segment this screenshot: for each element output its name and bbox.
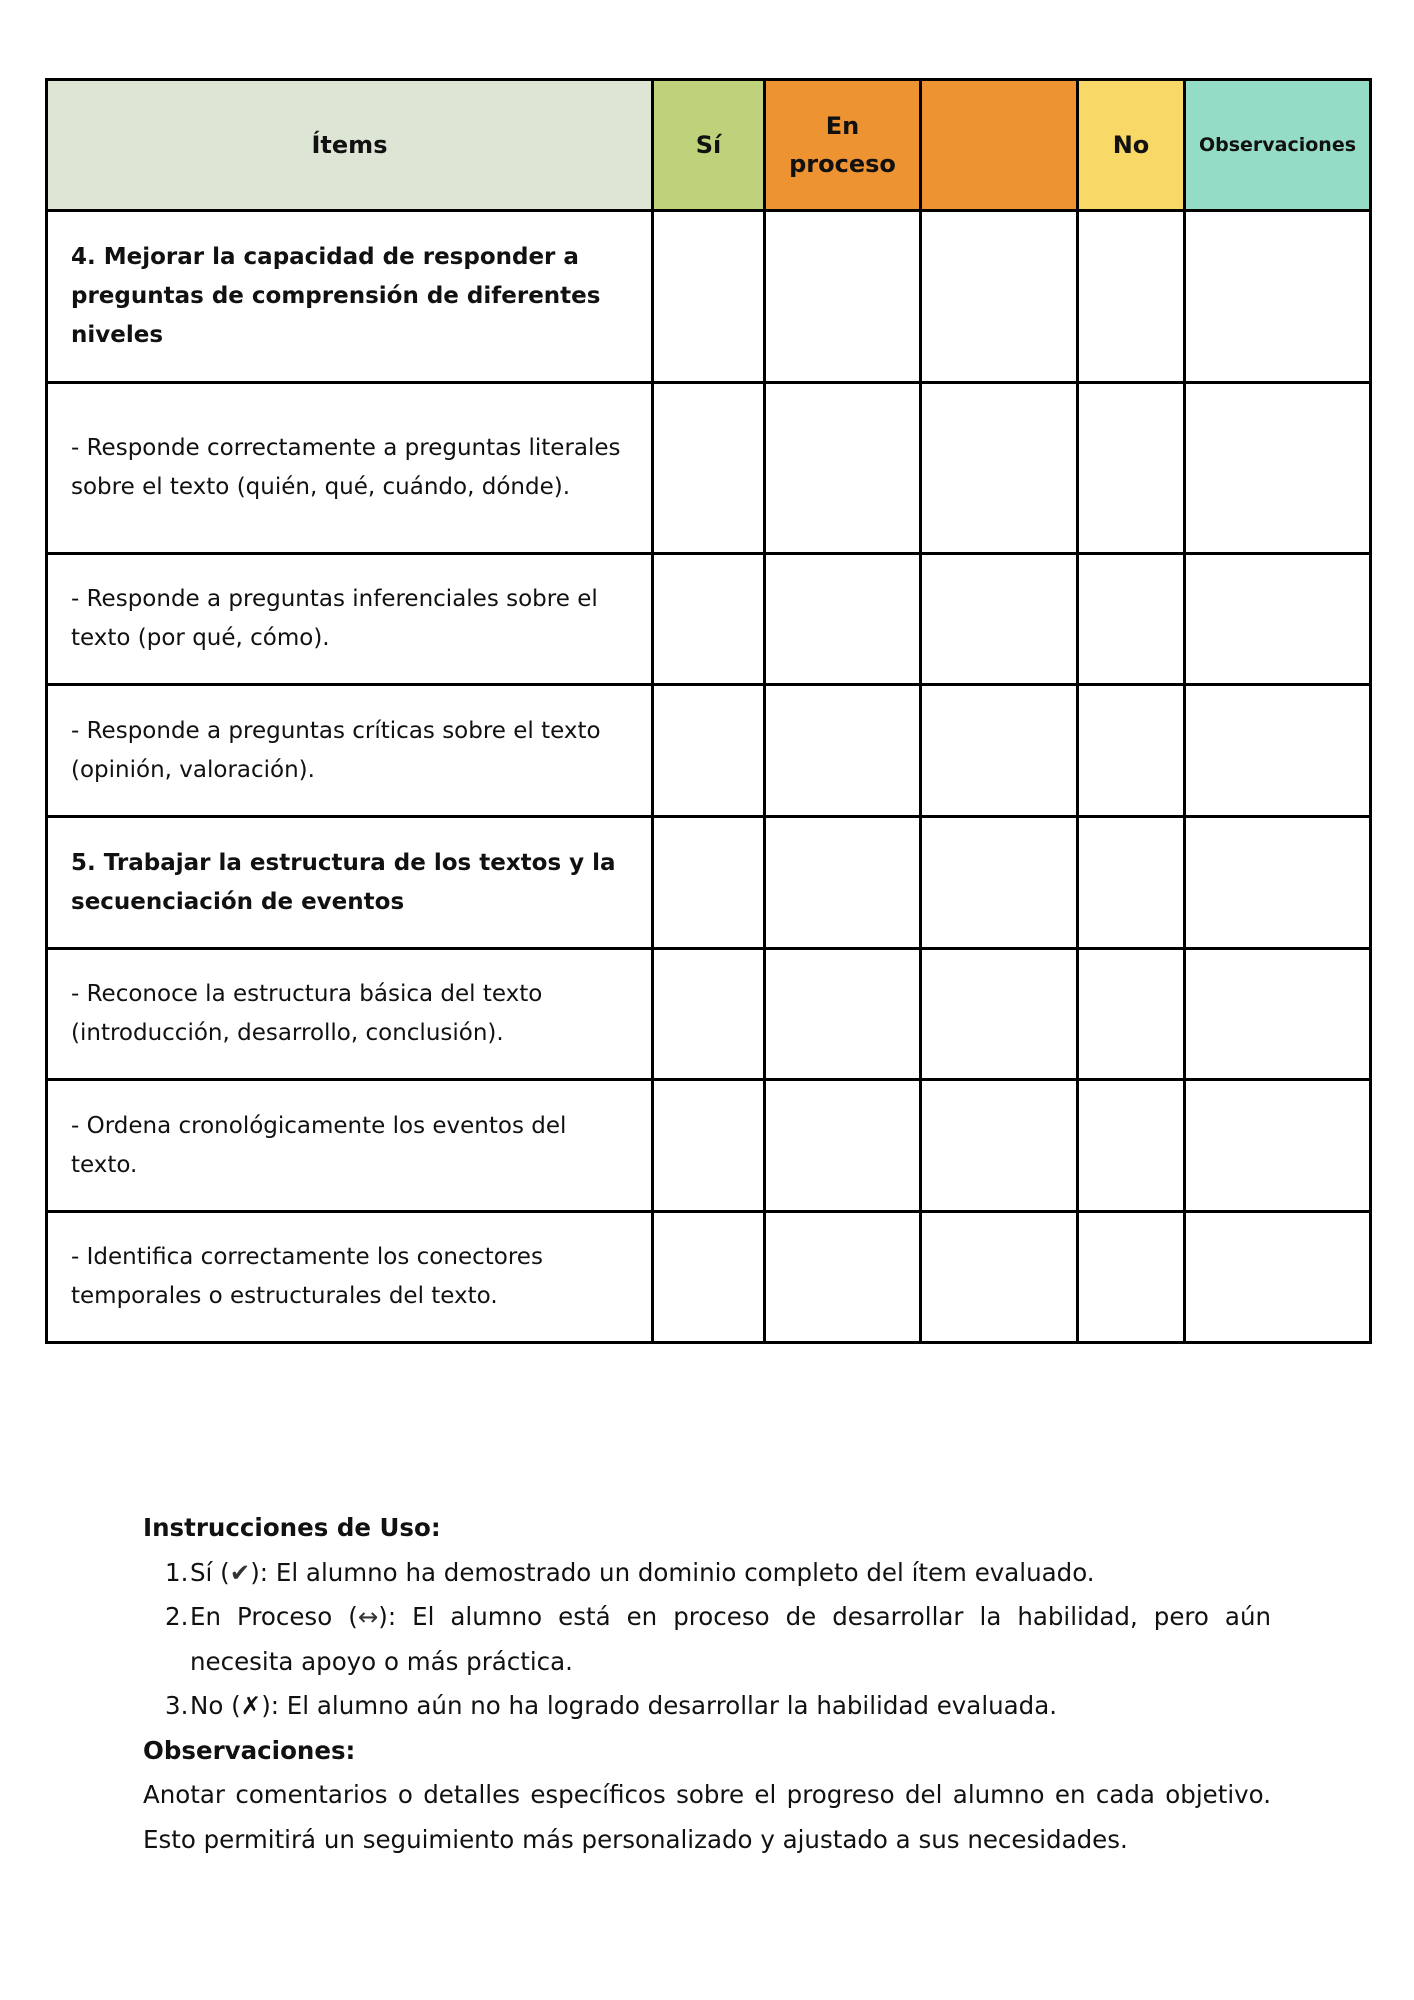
- si-cell[interactable]: [653, 685, 765, 817]
- en-proceso-cell[interactable]: [765, 1080, 921, 1212]
- blank-cell[interactable]: [921, 1080, 1078, 1212]
- observations-title: Observaciones:: [143, 1735, 356, 1765]
- instruction-text: ): El alumno aún no ha logrado desarrollar la habilidad evaluada.: [261, 1691, 1058, 1720]
- table-row: [47, 817, 1371, 949]
- instructions-list: [143, 1551, 1271, 1729]
- no-cell[interactable]: [1078, 1080, 1185, 1212]
- item-cell: - Reconoce la estructura básica del texto (introducción, desarrollo, conclusión).: [47, 949, 653, 1080]
- table-row: [47, 1212, 1371, 1343]
- en-proceso-cell[interactable]: [765, 817, 921, 949]
- en-proceso-cell[interactable]: [765, 949, 921, 1080]
- no-cell[interactable]: [1078, 211, 1185, 383]
- en-proceso-cell[interactable]: [765, 1212, 921, 1343]
- item-cell: - Responde correctamente a preguntas literales sobre el texto (quién, qué, cuándo, dónde).: [47, 383, 653, 554]
- observaciones-cell[interactable]: [1185, 685, 1371, 817]
- observaciones-cell[interactable]: [1185, 383, 1371, 554]
- instructions-section: [143, 1506, 1271, 1862]
- header-blank: [921, 80, 1078, 211]
- item-cell: - Ordena cronológicamente los eventos del texto.: [47, 1080, 653, 1212]
- item-cell: 4. Mejorar la capacidad de responder a preguntas de comprensión de diferentes niveles: [47, 211, 653, 383]
- instruction-item-si: [143, 1551, 1271, 1596]
- no-cell[interactable]: [1078, 1212, 1185, 1343]
- no-cell[interactable]: [1078, 817, 1185, 949]
- instructions-title: Instrucciones de Uso:: [143, 1513, 441, 1542]
- table-row: [47, 949, 1371, 1080]
- blank-cell[interactable]: [921, 1212, 1078, 1343]
- blank-cell[interactable]: [921, 685, 1078, 817]
- table-header-row: [47, 80, 1371, 211]
- si-cell[interactable]: [653, 817, 765, 949]
- header-en-proceso: En proceso: [765, 80, 921, 211]
- observaciones-cell[interactable]: [1185, 1212, 1371, 1343]
- blank-cell[interactable]: [921, 817, 1078, 949]
- item-cell: 5. Trabajar la estructura de los textos y la secuenciación de eventos: [47, 817, 653, 949]
- si-cell[interactable]: [653, 1212, 765, 1343]
- instruction-label: No (: [190, 1691, 241, 1720]
- table-row: [47, 1080, 1371, 1212]
- observaciones-cell[interactable]: [1185, 1080, 1371, 1212]
- blank-cell[interactable]: [921, 949, 1078, 1080]
- no-cell[interactable]: [1078, 949, 1185, 1080]
- instruction-item-en-proceso: [143, 1595, 1271, 1684]
- si-cell[interactable]: [653, 383, 765, 554]
- list-number: 2.: [165, 1602, 189, 1631]
- blank-cell[interactable]: [921, 211, 1078, 383]
- instruction-label: En Proceso (: [190, 1602, 358, 1631]
- check-icon: ✔: [229, 1557, 251, 1587]
- item-cell: - Responde a preguntas inferenciales sobre el texto (por qué, cómo).: [47, 554, 653, 685]
- en-proceso-cell[interactable]: [765, 211, 921, 383]
- header-no: No: [1078, 80, 1185, 211]
- table-row: [47, 383, 1371, 554]
- en-proceso-cell[interactable]: [765, 685, 921, 817]
- instruction-text: ): El alumno está en proceso de desarrollar la habilidad, pero aún necesita apoyo o más práctica.: [190, 1602, 1271, 1676]
- no-cell[interactable]: [1078, 554, 1185, 685]
- si-cell[interactable]: [653, 554, 765, 685]
- table-row: [47, 554, 1371, 685]
- si-cell[interactable]: [653, 1080, 765, 1212]
- en-proceso-cell[interactable]: [765, 383, 921, 554]
- list-number: 1.: [165, 1557, 189, 1587]
- instruction-item-no: [143, 1684, 1271, 1729]
- item-cell: - Identifica correctamente los conectores temporales o estructurales del texto.: [47, 1212, 653, 1343]
- no-cell[interactable]: [1078, 383, 1185, 554]
- observaciones-cell[interactable]: [1185, 211, 1371, 383]
- observations-text: Anotar comentarios o detalles específicos sobre el progreso del alumno en cada objetivo. Esto permitirá un seguimiento más personalizado y ajustado a sus necesidades.: [143, 1780, 1271, 1854]
- evaluation-rubric-table: [45, 78, 1372, 1344]
- observaciones-cell[interactable]: [1185, 817, 1371, 949]
- si-cell[interactable]: [653, 211, 765, 383]
- instruction-label: Sí (: [190, 1557, 230, 1587]
- observaciones-cell[interactable]: [1185, 949, 1371, 1080]
- table-row: [47, 211, 1371, 383]
- cross-icon: ✗: [240, 1691, 262, 1720]
- table-row: [47, 685, 1371, 817]
- observaciones-cell[interactable]: [1185, 554, 1371, 685]
- no-cell[interactable]: [1078, 685, 1185, 817]
- instruction-text: ): El alumno ha demostrado un dominio completo del ítem evaluado.: [250, 1557, 1095, 1587]
- item-cell: - Responde a preguntas críticas sobre el texto (opinión, valoración).: [47, 685, 653, 817]
- header-observaciones: Observaciones: [1185, 80, 1371, 211]
- list-number: 3.: [165, 1691, 189, 1720]
- en-proceso-cell[interactable]: [765, 554, 921, 685]
- si-cell[interactable]: [653, 949, 765, 1080]
- header-si: Sí: [653, 80, 765, 211]
- left-right-arrow-icon: ↔: [357, 1602, 379, 1631]
- blank-cell[interactable]: [921, 383, 1078, 554]
- blank-cell[interactable]: [921, 554, 1078, 685]
- header-items: Ítems: [47, 80, 653, 211]
